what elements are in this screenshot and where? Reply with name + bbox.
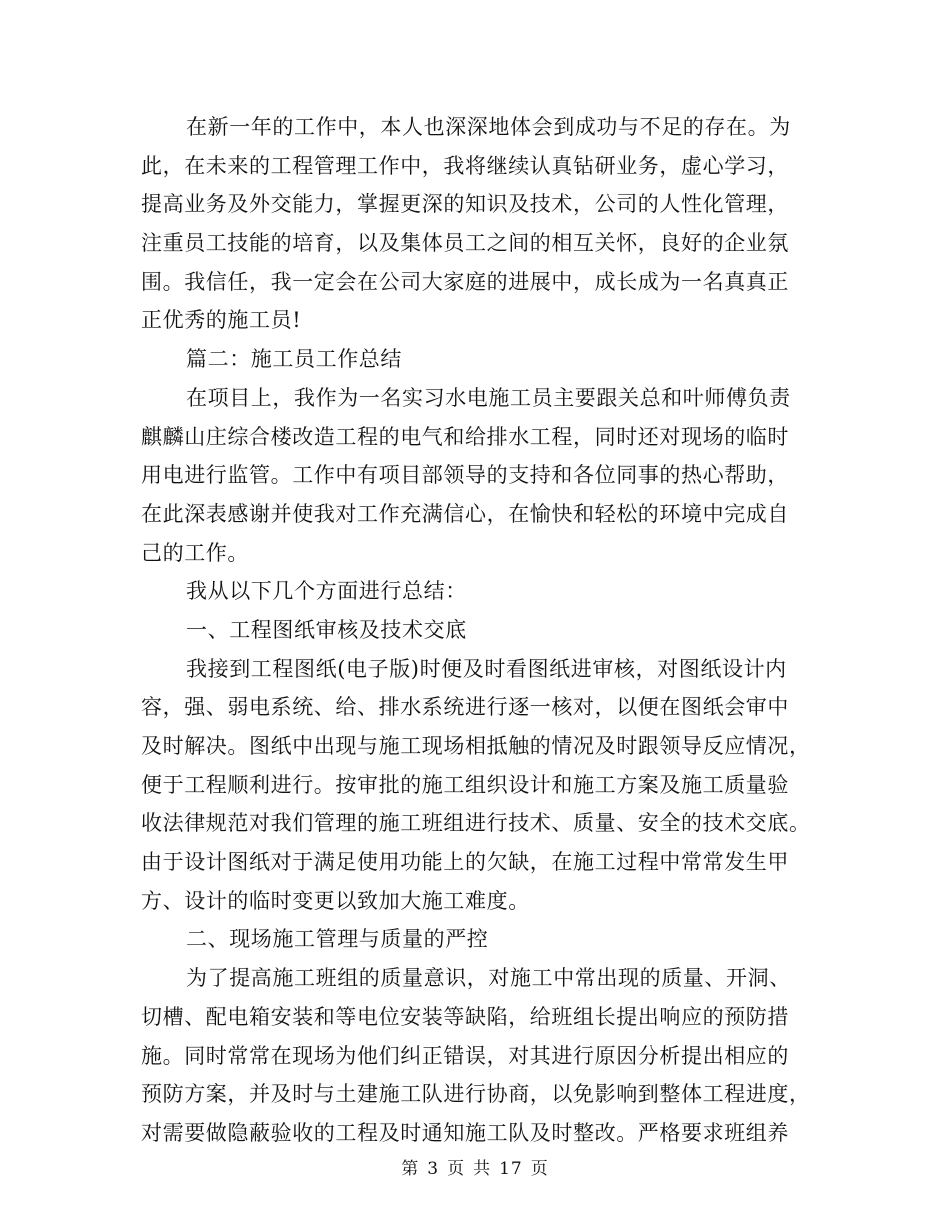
text-line: 正优秀的施工员! (141, 308, 302, 333)
text-line: 在此深表感谢并使我对工作充满信心，在愉快和轻松的环境中完成自 (141, 501, 789, 526)
text-line: 篇二：施工员工作总结 (186, 347, 402, 372)
text-line: 在新一年的工作中，本人也深深地体会到成功与不足的存在。为 (186, 115, 791, 139)
text-line: 在项目上，我作为一名实习水电施工员主要跟关总和叶师傅负责 (186, 385, 791, 410)
text-line: 切槽、配电箱安装和等电位安装等缺陷，给班组长提出响应的预防措 (141, 1004, 789, 1029)
text-line: 麒麟山庄综合楼改造工程的电气和给排水工程，同时还对现场的临时 (141, 424, 789, 449)
text-line: 提高业务及外交能力，掌握更深的知识及技术，公司的人性化管理， (141, 192, 789, 217)
text-line: 我从以下几个方面进行总结： (186, 579, 467, 604)
text-line: 施。同时常常在现场为他们纠正错误，对其进行原因分析提出相应的 (141, 1043, 789, 1068)
text-line: 方、设计的临时变更以致加大施工难度。 (141, 888, 530, 913)
text-line: 及时解决。图纸中出现与施工现场相抵触的情况及时跟领导反应情况， (141, 734, 811, 758)
footer-page-word: 页 (447, 1159, 466, 1179)
text-line: 围。我信任，我一定会在公司大家庭的进展中，成长成为一名真真正 (141, 269, 789, 294)
footer-total-pages: 17 (499, 1159, 523, 1179)
page-footer (0, 1154, 950, 1179)
footer-prefix: 第 (401, 1159, 420, 1179)
text-line: 便于工程顺利进行。按审批的施工组织设计和施工方案及施工质量验 (141, 772, 789, 797)
text-line: 对需要做隐蔽验收的工程及时通知施工队及时整改。严格要求班组养 (141, 1120, 789, 1145)
text-line: 为了提高施工班组的质量意识，对施工中常出现的质量、开洞、 (186, 966, 791, 991)
footer-current-page: 3 (427, 1159, 440, 1179)
text-line: 由于设计图纸对于满足使用功能上的欠缺，在施工过程中常常发生甲 (141, 850, 789, 875)
text-line: 己的工作。 (141, 540, 249, 565)
text-line: 一、工程图纸审核及技术交底 (186, 617, 467, 642)
text-line: 注重员工技能的培育，以及集体员工之间的相互关怀，良好的企业氛 (141, 231, 789, 256)
text-line: 收法律规范对我们管理的施工班组进行技术、质量、安全的技术交底。 (141, 811, 811, 836)
text-line: 预防方案，并及时与土建施工队进行协商，以免影响到整体工程进度， (141, 1082, 811, 1107)
document-body (141, 108, 811, 1153)
footer-suffix: 页 (530, 1159, 549, 1179)
text-line: 二、现场施工管理与质量的严控 (186, 927, 489, 952)
footer-total-word: 共 (473, 1159, 492, 1179)
text-line: 容，强、弱电系统、给、排水系统进行逐一核对，以便在图纸会审中 (141, 695, 789, 720)
text-line: 此，在未来的工程管理工作中，我将继续认真钻研业务，虚心学习， (141, 153, 789, 178)
text-line: 用电进行监管。工作中有项目部领导的支持和各位同事的热心帮助， (141, 463, 789, 488)
text-line: 我接到工程图纸(电子版)时便及时看图纸进审核，对图纸设计内 (186, 656, 787, 681)
